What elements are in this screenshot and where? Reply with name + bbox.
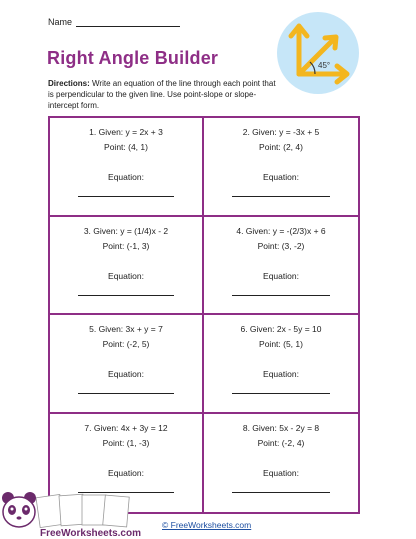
problem-cell (50, 217, 204, 316)
problem-given: 8. Given: 5x - 2y = 8 (242, 422, 320, 433)
panda-logo (0, 490, 150, 539)
equation-answer-line[interactable] (78, 196, 174, 197)
problem-point: Point: (-2, 5) (102, 339, 150, 349)
equation-answer-line[interactable] (78, 295, 174, 296)
panda-head (3, 497, 35, 527)
problem-given: 2. Given: y = -3x + 5 (242, 127, 320, 137)
problem-cell (50, 118, 204, 217)
name-label: Name (48, 17, 73, 27)
problem-given: 3. Given: y = (1/4)x - 2 (83, 225, 169, 236)
problem-given: 1. Given: y = 2x + 3 (89, 127, 163, 137)
page-title: Right Angle Builder (47, 48, 219, 68)
directions-label: Directions: (48, 79, 90, 88)
logo-angle-label: 45° (318, 61, 331, 70)
problem-point: Point: (4, 1) (104, 142, 148, 152)
problem-point: Point: (-2, 4) (257, 437, 305, 448)
equation-label: Equation: (108, 172, 144, 182)
problem-given: 6. Given: 2x - 5y = 10 (240, 324, 322, 334)
brand-text: FreeWorksheets.com (40, 528, 141, 539)
problem-given: 4. Given: y = -(2/3)x + 6 (236, 225, 326, 236)
equation-answer-line[interactable] (78, 393, 174, 394)
problem-cell (204, 118, 358, 217)
problem-point: Point: (1, -3) (102, 437, 150, 448)
directions (48, 78, 280, 111)
right-angle-arrows-icon (277, 12, 359, 94)
equation-answer-line[interactable] (232, 196, 330, 197)
footer-link[interactable]: © FreeWorksheets.com (162, 520, 252, 530)
panda-pupil-left (11, 508, 14, 511)
equation-label: Equation: (263, 467, 299, 478)
equation-answer-line[interactable] (232, 295, 330, 296)
worksheet-stack-2 (59, 494, 85, 526)
problem-grid (48, 116, 360, 514)
problem-point: Point: (2, 4) (259, 142, 303, 152)
worksheet-stack-4 (103, 495, 130, 527)
name-field[interactable] (48, 17, 180, 27)
problem-cell (204, 315, 358, 414)
problem-cell (50, 315, 204, 414)
directions-text: Write an equation of the line through each point that is perpendicular to the given line. Use point-slope or slope-intercept form. (48, 79, 276, 110)
problem-point: Point: (-1, 3) (102, 240, 150, 251)
problem-given: 7. Given: 4x + 3y = 12 (84, 422, 168, 433)
equation-label: Equation: (108, 467, 144, 478)
worksheet-stack-3 (82, 495, 106, 525)
problem-point: Point: (3, -2) (257, 240, 305, 251)
problem-given: 5. Given: 3x + y = 7 (89, 324, 163, 334)
problem-cell (204, 414, 358, 513)
equation-answer-line[interactable] (232, 393, 330, 394)
problem-point: Point: (5, 1) (259, 339, 303, 349)
problem-cell (204, 217, 358, 316)
equation-answer-line[interactable] (232, 492, 330, 493)
equation-label: Equation: (108, 369, 144, 379)
panda-pupil-right (25, 508, 28, 511)
equation-label: Equation: (263, 369, 299, 379)
equation-label: Equation: (263, 172, 299, 182)
equation-label: Equation: (263, 270, 299, 281)
equation-label: Equation: (108, 270, 144, 281)
panda-nose (17, 516, 22, 519)
name-line[interactable] (76, 18, 180, 27)
